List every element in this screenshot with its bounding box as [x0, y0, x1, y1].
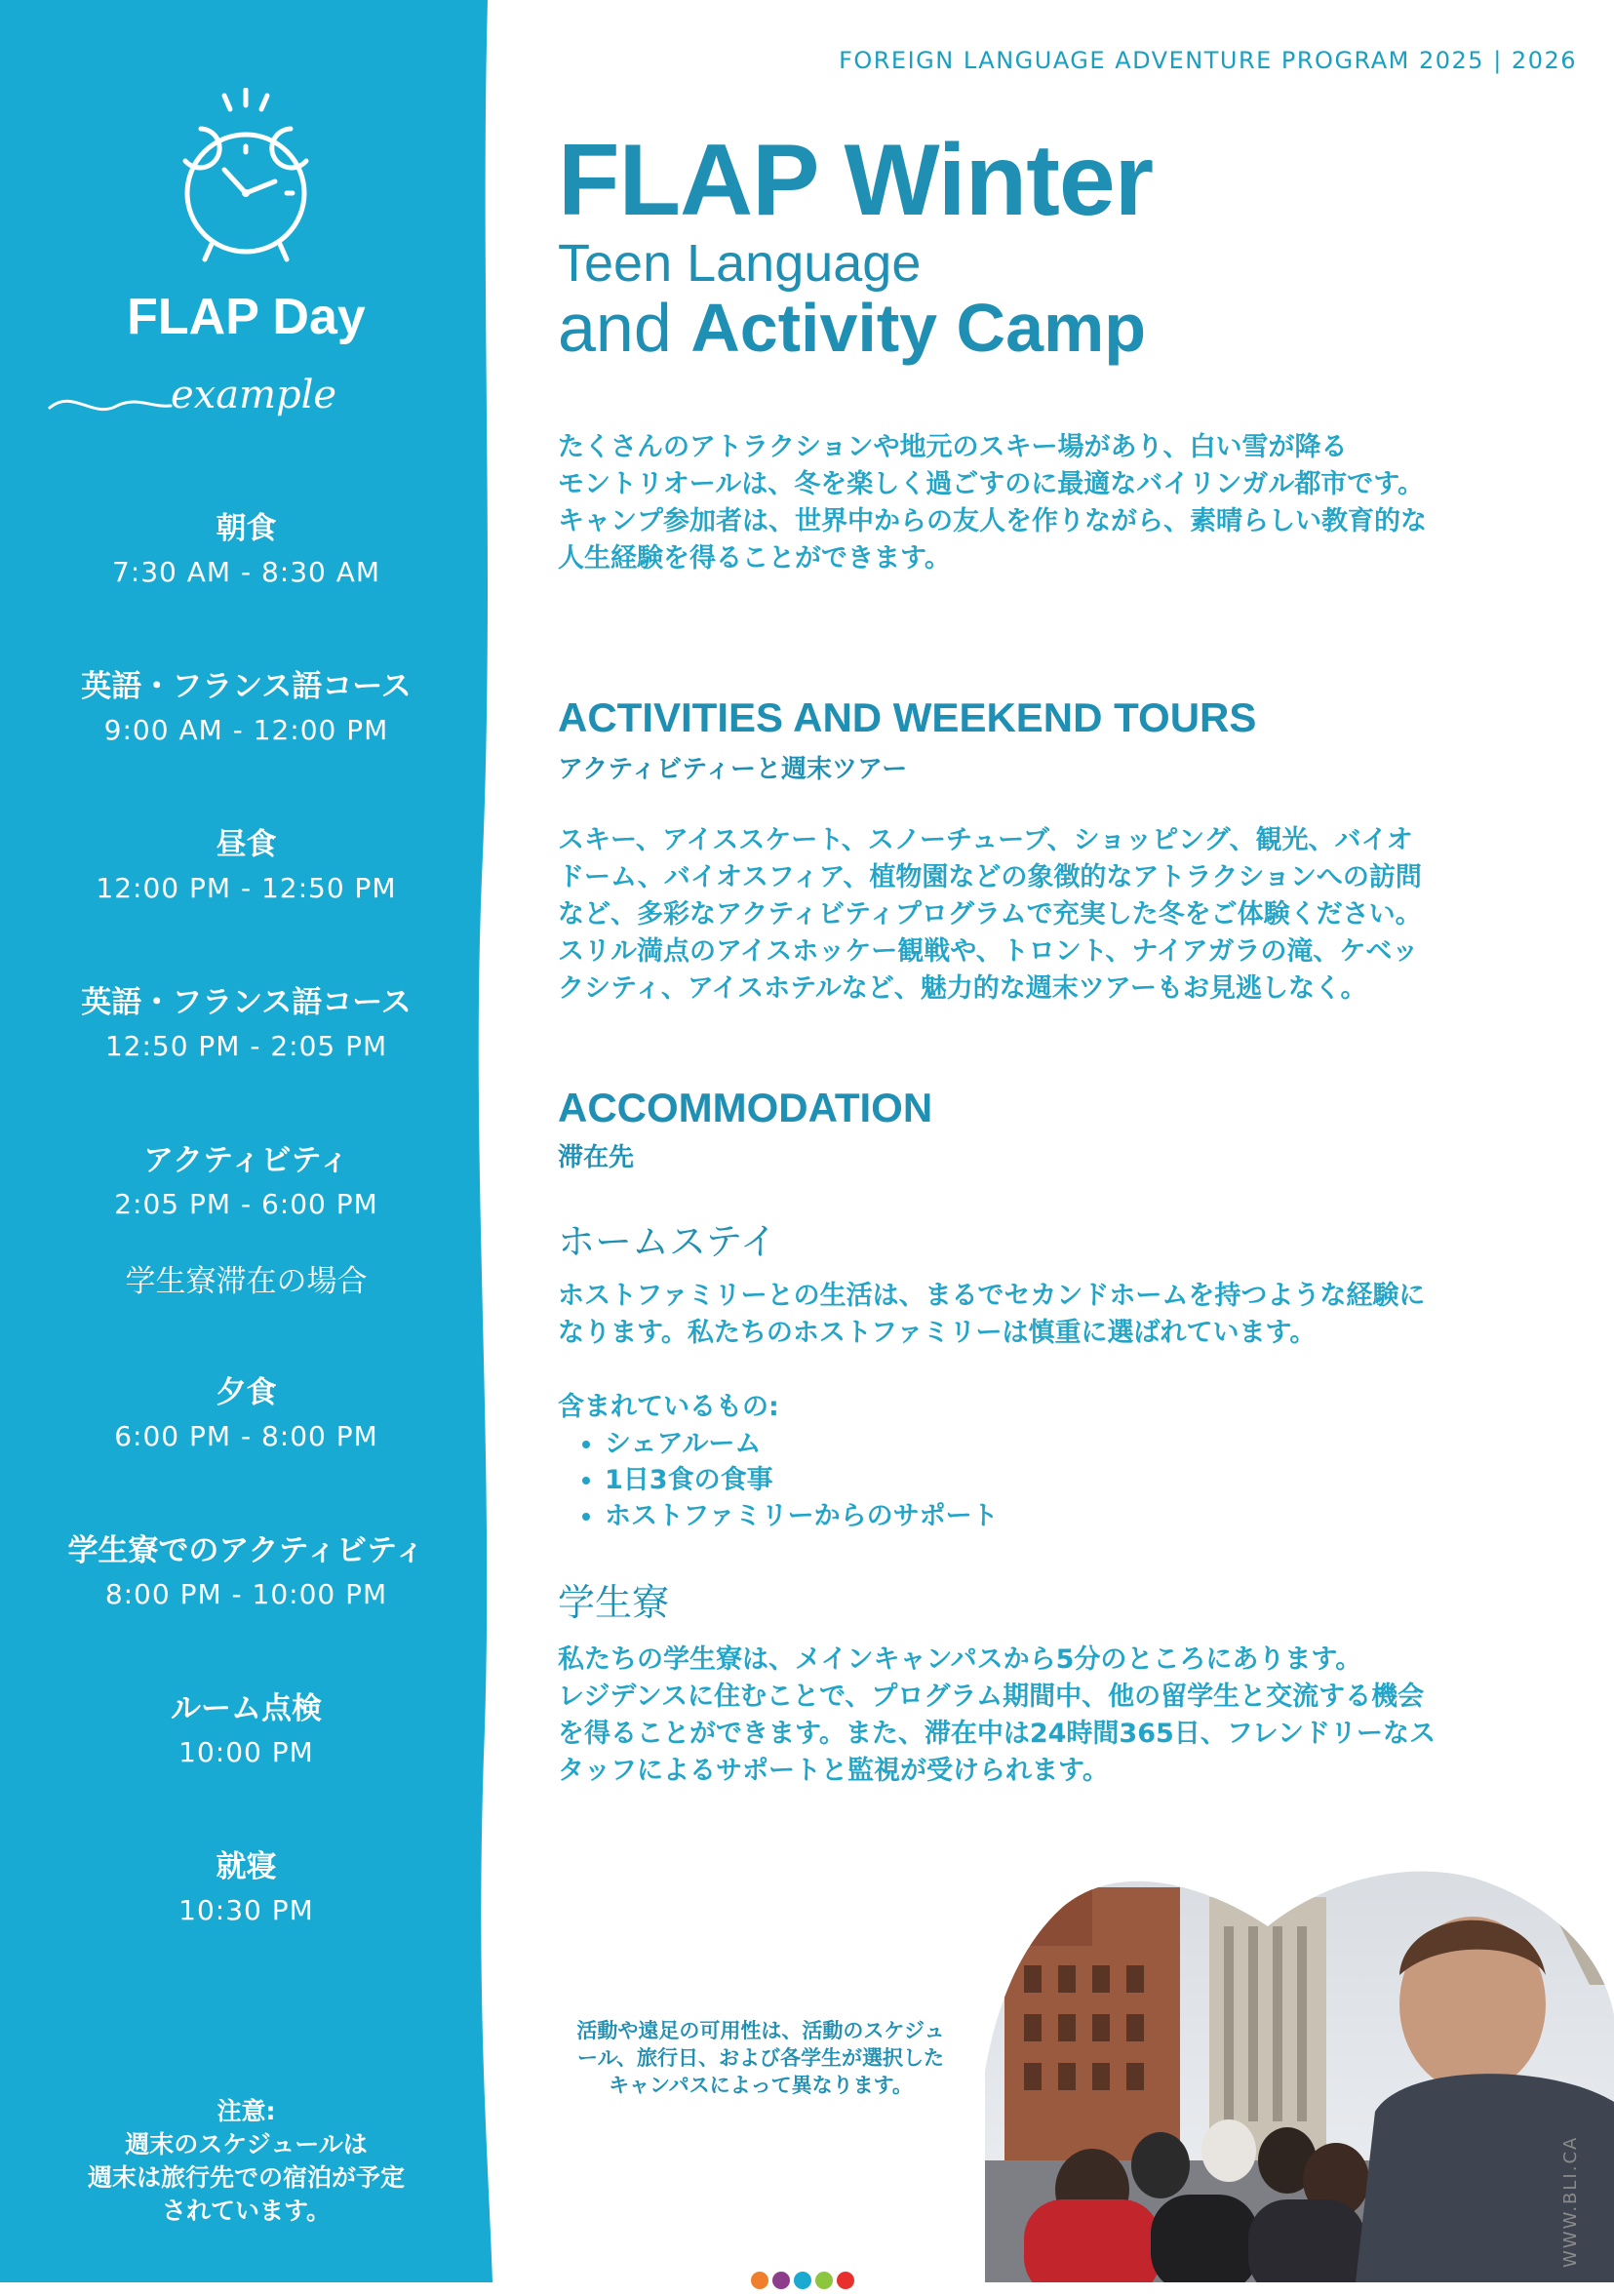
schedule-time: 6:00 PM - 8:00 PM	[114, 1420, 378, 1452]
text-line: キャンプ参加者は、世界中からの友人を作りながら、素晴らしい教育的な	[558, 506, 1427, 536]
homestay-paragraph	[558, 1278, 1533, 1352]
activities-heading: ACTIVITIES AND WEEKEND TOURS	[558, 694, 1257, 740]
availability-caption	[556, 2017, 965, 2099]
text-line: キャンパスによって異なります。	[609, 2074, 913, 2097]
program-header: FOREIGN LANGUAGE ADVENTURE PROGRAM 2025 | 2026	[839, 47, 1577, 74]
included-label: 含まれているもの:	[558, 1392, 779, 1422]
note-line: 週末のスケジュールは	[125, 2130, 368, 2158]
schedule-item	[0, 1139, 492, 1260]
brand-dot-icon	[815, 2272, 833, 2289]
schedule-item	[0, 1845, 492, 2003]
alarm-clock-icon	[166, 88, 322, 273]
residence-paragraph	[558, 1642, 1533, 1790]
activities-paragraph	[558, 822, 1533, 1008]
homestay-heading: ホームステイ	[558, 1220, 777, 1263]
day-script	[44, 351, 356, 439]
schedule-time: 12:00 PM - 12:50 PM	[96, 872, 397, 904]
text-line: スリル満点のアイスホッケー観戦や、トロント、ナイアガラの滝、ケベッ	[558, 936, 1419, 967]
page-subtitle: Teen Language	[558, 234, 922, 293]
text-line: モントリオールは、冬を楽しく過ごすのに最適なバイリンガル都市です。	[558, 469, 1425, 499]
list-item: • シェアルーム	[605, 1426, 999, 1462]
text-line: など、多彩なアクティビティプログラムで充実した冬をご体験ください。	[558, 899, 1422, 930]
schedule-activity: 就寝	[216, 1849, 277, 1884]
schedule-time: 10:00 PM	[178, 1736, 314, 1768]
intro-paragraph	[558, 429, 1533, 577]
schedule-item	[0, 507, 492, 665]
brand-dots-row	[749, 2270, 866, 2291]
brand-dot-icon	[751, 2272, 768, 2289]
subtitle-prefix: and	[558, 290, 691, 366]
schedule-activity: 英語・フランス語コース	[81, 985, 412, 1020]
note-line: されています。	[161, 2197, 331, 2225]
schedule-item	[0, 981, 492, 1139]
schedule-item	[0, 1687, 492, 1845]
brand-dot-icon	[772, 2272, 790, 2289]
schedule-time: 8:00 PM - 10:00 PM	[104, 1578, 388, 1610]
text-line: たくさんのアトラクションや地元のスキー場があり、白い雪が降る	[558, 432, 1348, 462]
text-line: ドーム、バイオスフィア、植物園などの象徴的なアトラクションへの訪問	[558, 862, 1422, 892]
text-line: 人生経験を得ることができます。	[558, 543, 951, 574]
brand-dot-icon	[794, 2272, 811, 2289]
text-line: ール、旅行日、および各学生が選択した	[577, 2046, 944, 2070]
website-url[interactable]: WWW.BLI.CA	[1560, 2135, 1581, 2268]
text-line: タッフによるサポートと監視が受けられます。	[558, 1756, 1109, 1786]
schedule-time: 12:50 PM - 2:05 PM	[104, 1030, 388, 1062]
sidebar	[0, 0, 492, 2282]
schedule-activity: 学生寮滞在の場合	[125, 1264, 368, 1299]
schedule-activity: アクティビティ	[142, 1143, 350, 1178]
text-line: を得ることができます。また、滞在中は24時間365日、フレンドリーなス	[558, 1719, 1437, 1749]
text-line: ホストファミリーとの生活は、まるでセカンドホームを持つような経験に	[558, 1281, 1426, 1311]
schedule-activity: 朝食	[216, 511, 277, 546]
day-heading: FLAP Day	[127, 289, 366, 345]
daily-schedule	[0, 507, 492, 2003]
text-line: クシティ、アイスホテルなど、魅力的な週末ツアーもお見逃しなく。	[558, 973, 1367, 1004]
text-line: なります。私たちのホストファミリーは慎重に選ばれています。	[558, 1318, 1317, 1348]
schedule-time: 9:00 AM - 12:00 PM	[103, 714, 389, 746]
schedule-item	[0, 1529, 492, 1687]
schedule-time: 10:30 PM	[178, 1894, 314, 1926]
text-line: レジデンスに住むことで、プログラム期間中、他の留学生と交流する機会	[558, 1682, 1425, 1712]
schedule-item	[0, 665, 492, 823]
brand-dot-icon	[837, 2272, 854, 2289]
schedule-time: 7:30 AM - 8:30 AM	[111, 556, 381, 588]
page-subtitle-2	[558, 291, 1146, 365]
text-line: 活動や遠足の可用性は、活動のスケジュ	[576, 2019, 945, 2042]
text-line: スキー、アイススケート、スノーチューブ、ショッピング、観光、バイオ	[558, 825, 1413, 855]
schedule-activity: 夕食	[216, 1375, 277, 1410]
page-title: FLAP Winter	[558, 124, 1154, 237]
subtitle-emphasis: Activity Camp	[690, 290, 1147, 366]
day-script-text: example	[171, 373, 337, 417]
list-item: • 1日3食の食事	[605, 1462, 999, 1498]
schedule-activity: 昼食	[216, 827, 277, 862]
note-label: 注意:	[217, 2097, 276, 2125]
schedule-activity: ルーム点検	[171, 1691, 322, 1726]
text-line: 私たちの学生寮は、メインキャンパスから5分のところにあります。	[558, 1644, 1362, 1675]
schedule-item	[0, 823, 492, 981]
group-photo	[985, 1868, 1614, 2282]
accommodation-heading: ACCOMMODATION	[558, 1085, 933, 1130]
accommodation-subheading: 滞在先	[558, 1143, 635, 1172]
schedule-section-label	[0, 1260, 492, 1371]
schedule-activity: 英語・フランス語コース	[81, 669, 412, 704]
list-item: • ホストファミリーからのサポート	[605, 1498, 999, 1534]
note-line: 週末は旅行先での宿泊が予定	[87, 2163, 405, 2192]
activities-subheading: アクティビティーと週末ツアー	[558, 755, 908, 784]
weekend-note	[0, 2095, 492, 2228]
schedule-item	[0, 1371, 492, 1529]
schedule-activity: 学生寮でのアクティビティ	[67, 1533, 425, 1568]
residence-heading: 学生寮	[558, 1581, 670, 1624]
included-list	[558, 1426, 999, 1534]
schedule-time: 2:05 PM - 6:00 PM	[114, 1188, 378, 1220]
